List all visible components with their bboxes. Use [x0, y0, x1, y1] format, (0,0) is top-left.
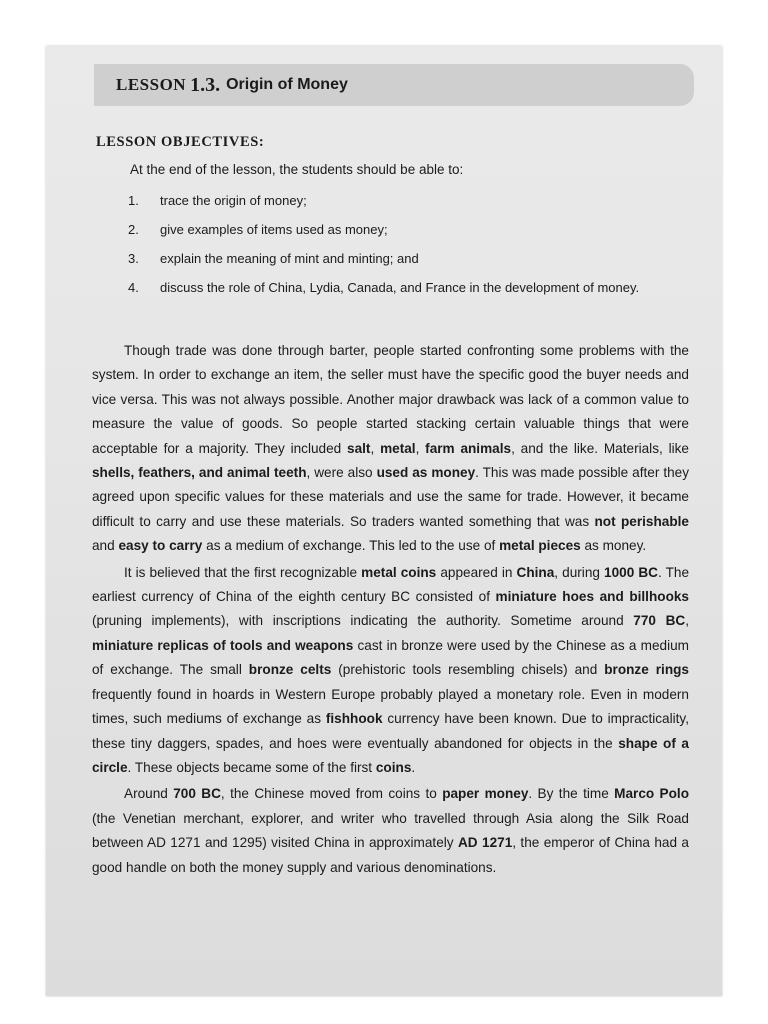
objective-text: discuss the role of China, Lydia, Canada, and France in the development of money.	[160, 280, 640, 295]
text-run: It is believed that the first recognizable	[124, 564, 362, 580]
bold-text-run: bronze celts	[248, 662, 332, 678]
text-run: cast in bronze were used by the Chinese as a medium of exchange. The small	[92, 637, 689, 678]
bold-text-run: China	[516, 564, 555, 580]
bold-text-run: miniature hoes and billhooks	[495, 589, 689, 605]
text-run: (the Venetian merchant, explorer, and writer who travelled through Asia along the Silk Road between AD 1271 and 1295) visited China in approximately	[92, 810, 689, 851]
bold-text-run: metal	[380, 440, 416, 456]
text-run: . The earliest currency of China of the eighth century BC consisted of	[92, 564, 690, 605]
text-run: Though trade was done through barter, people started confronting some problems with the system. In order to exchange an item, the seller must have the specific good the buyer needs and vice versa. This was not always possible. Another major drawback was lack of a common value to measure the value of goods. So people started stacking certain valuable things that were acceptable for a majority. They included	[92, 343, 689, 456]
bold-text-run: not perishable	[594, 513, 689, 529]
text-run: Around	[124, 786, 174, 802]
text-run: (prehistoric tools resembling chisels) and	[331, 662, 605, 678]
bold-text-run: shells, feathers, and animal teeth	[92, 465, 307, 481]
text-run: . By the time	[528, 786, 615, 802]
lesson-label: LESSON	[116, 75, 187, 94]
text-run: , and the like. Materials, like	[511, 440, 689, 456]
text-run: , the emperor of China had a good handle on both the money supply and various denominations.	[92, 835, 689, 875]
objectives-list	[128, 192, 688, 308]
text-run: appeared in	[436, 564, 517, 580]
text-run: ,	[415, 440, 426, 456]
lesson-number: 1.3.	[190, 73, 221, 96]
bold-text-run: Marco Polo	[614, 786, 690, 802]
bold-text-run: 770 BC	[633, 613, 686, 629]
objective-item	[128, 192, 688, 209]
bold-text-run: paper money	[442, 786, 529, 802]
bold-text-run: salt	[347, 440, 371, 456]
objective-number: 4.	[128, 280, 139, 295]
bold-text-run: fishhook	[325, 711, 383, 727]
text-run: (pruning implements), with inscriptions indicating the authority. Sometime around	[92, 613, 634, 629]
bold-text-run: bronze rings	[604, 662, 689, 678]
paragraph	[92, 339, 689, 559]
objective-number: 1.	[128, 193, 139, 208]
bold-text-run: AD 1271	[457, 835, 513, 851]
bold-text-run: shape of a circle	[92, 735, 689, 775]
text-run: ,	[685, 613, 689, 629]
document-page	[46, 46, 722, 996]
text-run: as money.	[580, 538, 647, 554]
bold-text-run: farm animals	[425, 440, 512, 456]
objective-item	[128, 279, 688, 296]
lesson-title: Origin of Money	[226, 76, 348, 93]
bold-text-run: used as money	[376, 465, 476, 481]
objectives-intro: At the end of the lesson, the students should be able to:	[130, 162, 464, 177]
objective-text: give examples of items used as money;	[160, 222, 388, 237]
bold-text-run: miniature replicas of tools and weapons	[92, 637, 354, 653]
paragraph	[92, 561, 689, 781]
bold-text-run: metal coins	[361, 564, 437, 580]
text-run: ,	[370, 440, 381, 456]
objective-item	[128, 221, 688, 238]
objectives-heading: LESSON OBJECTIVES:	[96, 134, 265, 150]
text-run: currency have been known. Due to impracticality, these tiny daggers, spades, and hoes were eventually abandoned for objects in the	[92, 711, 689, 751]
text-run: frequently found in hoards in Western Europe probably played a monetary role. Even in modern times, such mediums of exchange as	[92, 686, 689, 727]
text-run: . This was made possible after they agreed upon specific values for these materials and use the same for trade. However, it became difficult to carry and use these materials. So traders wanted something that was	[92, 465, 690, 529]
text-run: as a medium of exchange. This led to the use of	[202, 538, 500, 554]
bold-text-run: 1000 BC	[604, 564, 658, 580]
bold-text-run: 700 BC	[173, 786, 221, 802]
lesson-header	[94, 64, 694, 106]
objective-text: explain the meaning of mint and minting; and	[160, 251, 419, 266]
objective-item	[128, 250, 688, 267]
text-run: .	[411, 759, 416, 775]
bold-text-run: metal pieces	[499, 538, 581, 554]
text-run: , the Chinese moved from coins to	[220, 786, 443, 802]
objective-number: 3.	[128, 251, 139, 266]
text-run: and	[92, 538, 119, 554]
bold-text-run: coins	[375, 759, 412, 775]
objective-number: 2.	[128, 222, 139, 237]
bold-text-run: easy to carry	[118, 538, 203, 554]
text-run: , during	[554, 564, 605, 580]
text-run: , were also	[306, 465, 377, 481]
text-run: . These objects became some of the first	[127, 759, 376, 775]
objective-text: trace the origin of money;	[160, 193, 307, 208]
lesson-body	[92, 339, 689, 880]
paragraph	[92, 782, 689, 880]
